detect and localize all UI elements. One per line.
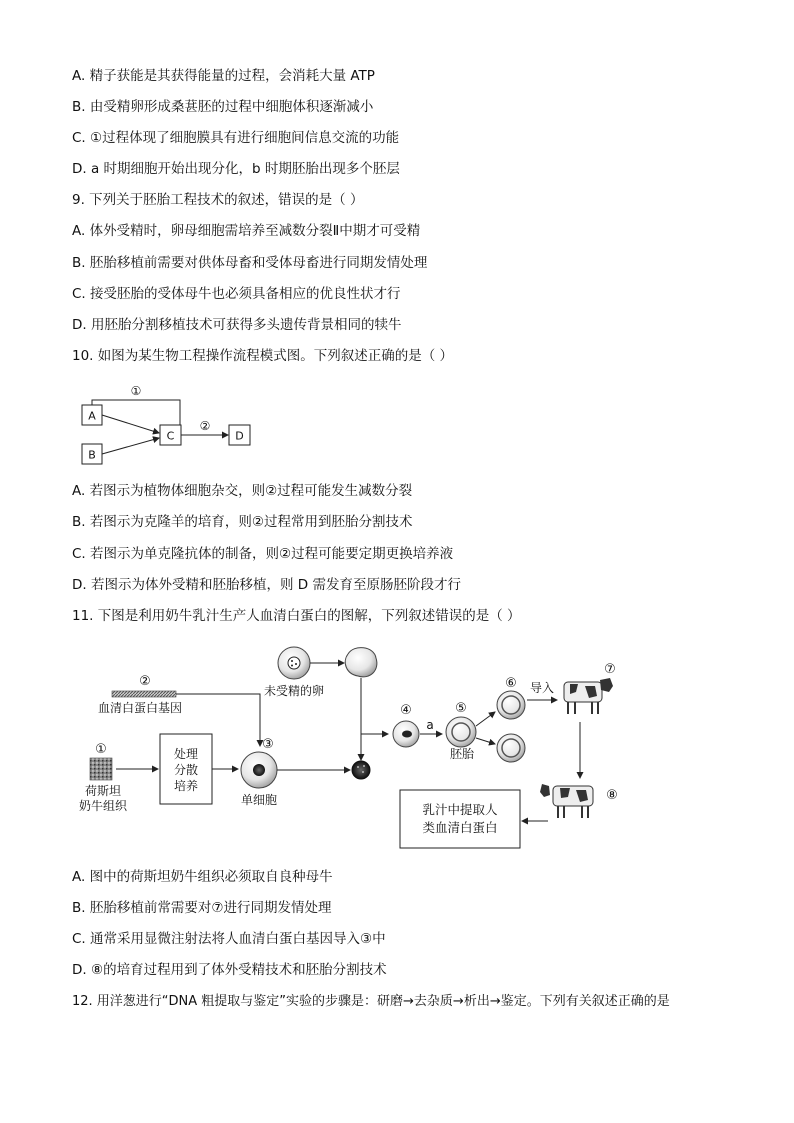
q11-option-d: D. ⑧的培育过程用到了体外受精技术和胚胎分割技术 bbox=[72, 962, 387, 978]
split-embryo-2 bbox=[497, 734, 525, 762]
q11-option-c: C. 通常采用显微注射法将人血清白蛋白基因导入③中 bbox=[72, 931, 386, 947]
process-label-3: 培养 bbox=[173, 779, 199, 793]
q8-option-c: C. ①过程体现了细胞膜具有进行细胞间信息交流的功能 bbox=[72, 130, 400, 146]
unfertilized-egg-label: 未受精的卵 bbox=[263, 684, 325, 698]
label-n2: ② bbox=[139, 674, 151, 689]
label-n6: ⑥ bbox=[505, 676, 517, 691]
gene-segment bbox=[112, 691, 176, 697]
gene-label: 血清白蛋白基因 bbox=[97, 701, 183, 715]
q10-option-d: D. 若图示为体外受精和胚胎移植，则 D 需发育至原肠胚阶段才行 bbox=[72, 577, 461, 593]
q8-option-d: D. a 时期细胞开始出现分化，b 时期胚胎出现多个胚层 bbox=[72, 161, 400, 177]
arrow-embryo-to-n6 bbox=[476, 712, 495, 726]
arrow-embryo-to-split bbox=[476, 738, 495, 744]
reconstructed-cell bbox=[352, 761, 370, 779]
tissue-label-2: 奶牛组织 bbox=[78, 799, 128, 813]
split-embryo-1 bbox=[497, 691, 525, 719]
embryo-label: 胚胎 bbox=[449, 747, 475, 761]
egg-nucleus bbox=[288, 657, 300, 669]
q9-stem: 9. 下列关于胚胎工程技术的叙述，错误的是（ ） bbox=[72, 192, 364, 208]
extraction-label-1: 乳汁中提取人 bbox=[422, 802, 498, 817]
extraction-box bbox=[400, 790, 520, 848]
arrow-a-to-c bbox=[102, 415, 159, 433]
box-d-label: D bbox=[235, 429, 244, 443]
q10-option-c: C. 若图示为单克隆抗体的制备，则②过程可能要定期更换培养液 bbox=[72, 546, 454, 562]
box-b-label: B bbox=[88, 448, 96, 462]
process-label-1: 处理 bbox=[173, 747, 199, 761]
label-n7: ⑦ bbox=[604, 662, 616, 677]
label-n3: ③ bbox=[262, 737, 274, 752]
step-a-label: a bbox=[426, 718, 434, 732]
q10-option-b: B. 若图示为克隆羊的培育，则②过程常用到胚胎分割技术 bbox=[72, 514, 413, 530]
q9-option-b: B. 胚胎移植前需要对供体母畜和受体母畜进行同期发情处理 bbox=[72, 255, 428, 271]
label-n4: ④ bbox=[400, 703, 412, 718]
q10-flow-diagram bbox=[70, 380, 270, 472]
tissue-label-1: 荷斯坦 bbox=[84, 784, 122, 798]
q11-process-diagram bbox=[70, 640, 650, 855]
single-cell-nucleus bbox=[253, 764, 265, 776]
q11-option-a: A. 图中的荷斯坦奶牛组织必须取自良种母牛 bbox=[72, 869, 333, 885]
recipient-cow-icon bbox=[564, 678, 613, 714]
label-n1: ① bbox=[95, 742, 107, 757]
step1-label: ① bbox=[130, 384, 142, 398]
introduce-label: 导入 bbox=[529, 681, 555, 695]
enucleated-egg bbox=[345, 648, 377, 677]
q9-option-c: C. 接受胚胎的受体母牛也必须具备相应的优良性状才行 bbox=[72, 286, 401, 302]
process-label-2: 分散 bbox=[173, 763, 199, 777]
q12-stem: 12. 用洋葱进行“DNA 粗提取与鉴定”实验的步骤是：研磨→去杂质→析出→鉴定。下列有关叙述正确的是 bbox=[72, 994, 670, 1009]
label-n5: ⑤ bbox=[455, 701, 467, 716]
step1-bracket bbox=[92, 400, 180, 425]
q9-option-a: A. 体外受精时，卵母细胞需培养至减数分裂Ⅱ中期才可受精 bbox=[72, 223, 421, 239]
box-a-label: A bbox=[88, 409, 96, 423]
extraction-label-2: 类血清白蛋白 bbox=[422, 820, 498, 835]
tissue-sample bbox=[90, 758, 112, 780]
q8-option-b: B. 由受精卵形成桑葚胚的过程中细胞体积逐渐减小 bbox=[72, 99, 374, 115]
single-cell-label: 单细胞 bbox=[240, 793, 278, 807]
q10-stem: 10. 如图为某生物工程操作流程模式图。下列叙述正确的是（ ） bbox=[72, 348, 454, 364]
q9-option-d: D. 用胚胎分割移植技术可获得多头遗传背景相同的犊牛 bbox=[72, 317, 402, 333]
arrow-b-to-c bbox=[102, 438, 159, 454]
box-c-label: C bbox=[166, 429, 175, 443]
transgenic-cow-icon bbox=[540, 784, 593, 818]
early-embryo-nucleus bbox=[402, 731, 412, 738]
step2-label: ② bbox=[199, 419, 211, 433]
q11-stem: 11. 下图是利用奶牛乳汁生产人血清白蛋白的图解，下列叙述错误的是（ ） bbox=[72, 608, 521, 624]
embryo bbox=[446, 717, 476, 747]
label-n8: ⑧ bbox=[606, 788, 618, 803]
q11-option-b: B. 胚胎移植前常需要对⑦进行同期发情处理 bbox=[72, 900, 332, 916]
q10-option-a: A. 若图示为植物体细胞杂交，则②过程可能发生减数分裂 bbox=[72, 483, 413, 499]
q8-option-a: A. 精子获能是其获得能量的过程，会消耗大量 ATP bbox=[72, 68, 375, 84]
